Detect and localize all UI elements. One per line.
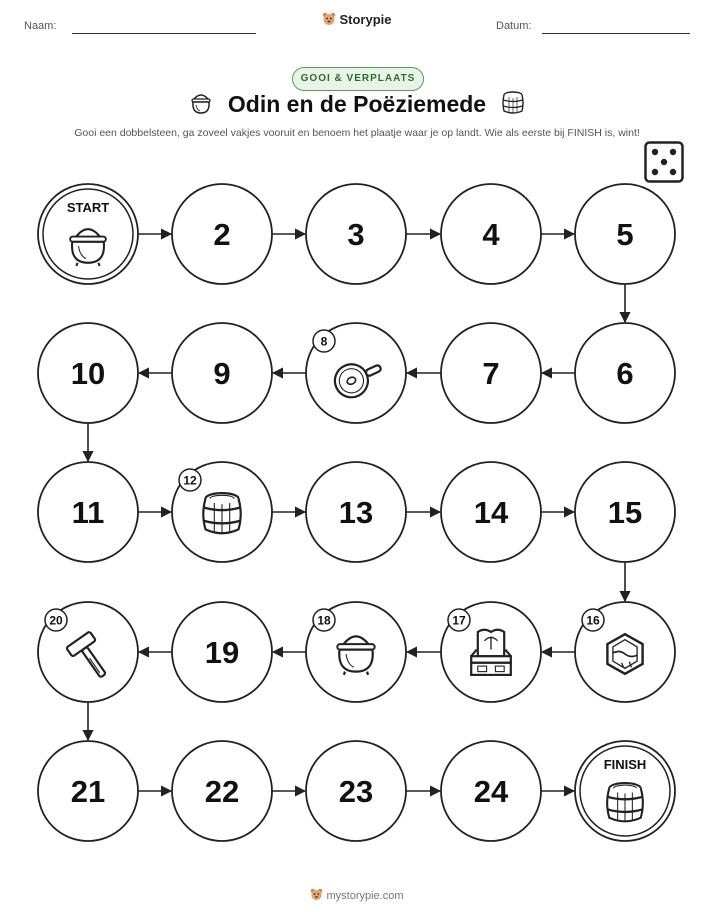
board-cell-4[interactable] [441,184,541,284]
barrel-icon [203,493,240,534]
cell-number: 23 [338,774,374,809]
cell-number: 7 [482,356,500,391]
cell-label: FINISH [603,757,647,772]
brand-name: Storypie [339,12,392,27]
cell-number: 10 [70,356,106,391]
cell-number: 9 [213,356,231,391]
board-cell-11[interactable] [38,462,138,562]
cell-number: 8 [320,334,328,349]
board-cell-13[interactable] [306,462,406,562]
board-cell-7[interactable] [441,323,541,423]
board-cell-2[interactable] [172,184,272,284]
board-cell-12[interactable] [172,462,272,562]
board-cell-21[interactable] [38,741,138,841]
cell-number: 13 [338,495,374,530]
title-text: Odin en de Poëziemede [227,91,487,118]
board-cell-22[interactable] [172,741,272,841]
board-cell-19[interactable] [172,602,272,702]
name-label: Naam: [24,20,57,32]
cell-number: 22 [204,774,240,809]
board-cell-3[interactable] [306,184,406,284]
cell-number: 17 [452,613,466,628]
board-cell-5[interactable] [575,184,675,284]
cell-number: 5 [616,217,634,252]
cell-number: 11 [71,495,105,530]
throne-icon [471,630,511,675]
cell-number: 12 [183,473,197,488]
honeycomb-icon [607,634,642,674]
cell-number: 16 [586,613,600,628]
cell-number: 15 [607,495,643,530]
board-cell-18[interactable] [306,602,406,702]
board-cell-6[interactable] [575,323,675,423]
cell-number: 14 [473,495,509,530]
board-cell-20[interactable] [38,602,138,702]
barrel-icon [607,783,643,822]
board-cell-23[interactable] [306,741,406,841]
board-cell-8[interactable] [306,323,406,423]
board-cell-9[interactable] [172,323,272,423]
board-cell-14[interactable] [441,462,541,562]
board-cell-24[interactable] [441,741,541,841]
cell-number: 21 [70,774,106,809]
board-cell-16[interactable] [575,602,675,702]
board-cell-17[interactable] [441,602,541,702]
cell-number: 4 [482,217,500,252]
cell-number: 3 [347,217,365,252]
board-cell-1[interactable] [38,184,138,284]
category-badge: GOOI & VERPLAATS [292,67,424,91]
cell-number: 18 [317,613,331,628]
cell-number: 2 [213,217,231,252]
date-label: Datum: [496,20,532,32]
instructions-text: Gooi een dobbelsteen, ga zoveel vakjes vooruit en benoem het plaatje waar je op landt. Wie als eerste bij FINISH is, wint! [74,127,640,139]
board-cell-15[interactable] [575,462,675,562]
cell-circle [38,184,138,284]
bear-mascot-icon [310,888,323,904]
cell-number: 19 [204,635,240,670]
board-cell-25[interactable] [575,741,675,841]
board-cell-10[interactable] [38,323,138,423]
footer-url: mystorypie.com [326,889,404,902]
cell-number: 6 [616,356,634,391]
cell-number: 20 [49,613,63,628]
cell-label: START [66,200,110,215]
footer [0,888,714,904]
cell-number: 24 [473,774,509,809]
